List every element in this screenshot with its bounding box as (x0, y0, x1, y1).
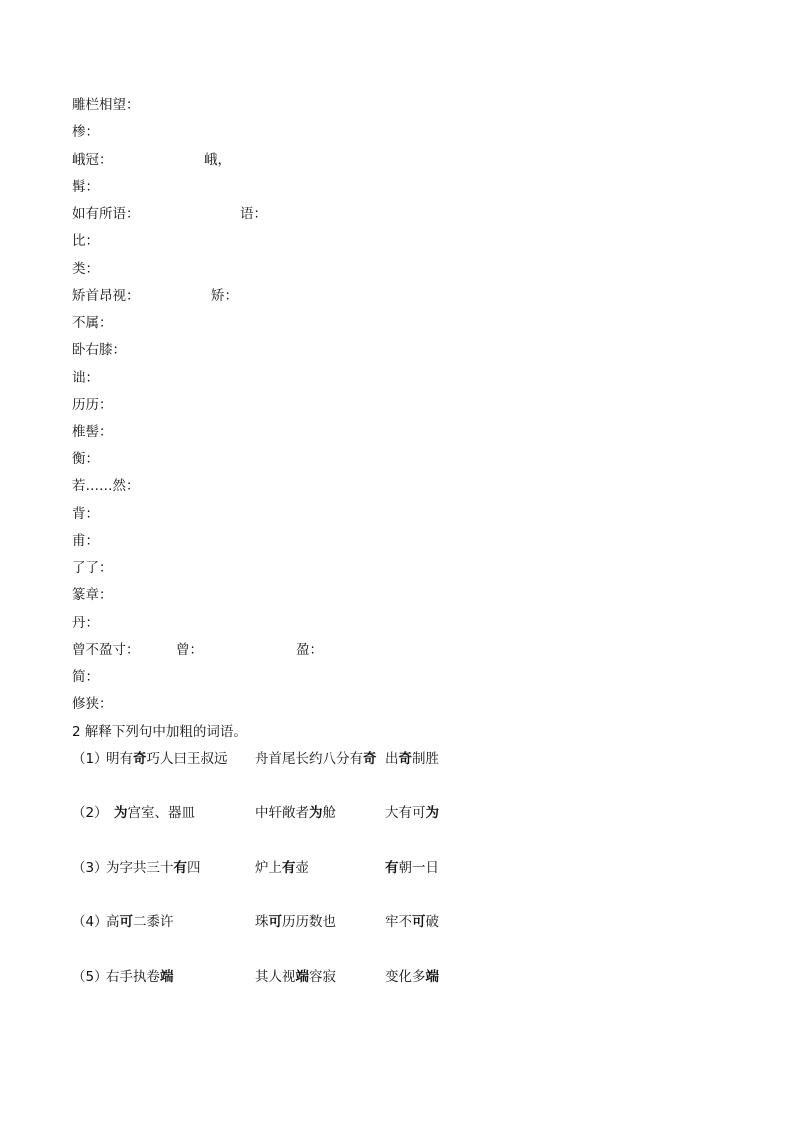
item-number: （1） (72, 751, 108, 767)
example-sentence (106, 859, 201, 877)
item-number: （3） (72, 860, 108, 876)
example-sentence (106, 750, 228, 768)
vocab-term: 篆章： (72, 587, 113, 603)
sentence-text: 二黍许 (133, 914, 174, 930)
vocab-term: 曾不盈寸： (72, 642, 140, 658)
example-sentence (385, 913, 439, 931)
vocab-subterm: 语： (240, 206, 267, 222)
vocab-term: 矫首昂视： (72, 288, 140, 304)
vocab-term: 不属： (72, 315, 113, 331)
sentence-text: 舱 (322, 805, 336, 821)
sentence-text: 朝一日 (398, 860, 439, 876)
bold-keyword: 为 (114, 805, 128, 821)
sentence-text: 珠 (255, 914, 269, 930)
vocab-term: 简： (72, 669, 99, 685)
bold-keyword: 有 (282, 860, 296, 876)
example-sentence (385, 750, 439, 768)
example-sentence (255, 913, 336, 931)
sentence-text: 中轩敞者 (255, 805, 309, 821)
vocab-line (72, 505, 99, 523)
sentence-text: 舟首尾长约八分有 (255, 751, 363, 767)
sentence-text: 炉上 (255, 860, 282, 876)
example-sentence (106, 968, 174, 986)
vocab-term: 修狭： (72, 696, 113, 712)
vocab-term: 比： (72, 233, 99, 249)
vocab-line (72, 96, 140, 114)
bold-keyword: 端 (295, 969, 309, 985)
sentence-text: 为字共三十 (106, 860, 174, 876)
vocab-line (72, 668, 99, 686)
sentence-text: 巧人曰王叔远 (146, 751, 228, 767)
vocab-line (72, 178, 99, 196)
sentence-text: 容寂 (309, 969, 336, 985)
vocab-line (72, 695, 113, 713)
vocab-term: 卧右膝： (72, 342, 126, 358)
example-sentence (255, 750, 377, 768)
vocab-term: 峨冠： (72, 152, 113, 168)
bold-keyword: 可 (119, 914, 133, 930)
bold-keyword: 可 (412, 914, 426, 930)
example-sentence (114, 804, 195, 822)
sentence-text: 右手执卷 (106, 969, 160, 985)
bold-keyword: 端 (160, 969, 174, 985)
sentence-text: 历历数也 (282, 914, 336, 930)
sentence-text: 高 (106, 914, 120, 930)
example-sentence (255, 859, 309, 877)
vocab-line (72, 314, 113, 332)
vocab-term: 若……然： (72, 478, 140, 494)
sentence-text: 变化多 (385, 969, 426, 985)
sentence-text: 破 (425, 914, 439, 930)
example-sentence (385, 968, 439, 986)
vocab-subterm: 曾： (176, 642, 203, 658)
vocab-line (72, 559, 113, 577)
vocab-subterm: 峨， (204, 152, 231, 168)
vocab-line (72, 341, 126, 359)
bold-keyword: 为 (309, 805, 323, 821)
vocab-line (72, 287, 238, 305)
vocab-subterm: 盈： (296, 642, 323, 658)
vocab-term: 了了： (72, 560, 113, 576)
vocab-term: 椎髻： (72, 424, 113, 440)
example-sentence (106, 913, 174, 931)
vocab-term: 类： (72, 261, 99, 277)
bold-keyword: 有 (173, 860, 187, 876)
bold-keyword: 可 (268, 914, 282, 930)
vocab-line (72, 614, 99, 632)
vocab-term: 如有所语： (72, 206, 140, 222)
vocab-line (72, 450, 99, 468)
vocab-line (72, 396, 113, 414)
vocab-line (72, 151, 231, 169)
bold-keyword: 奇 (363, 751, 377, 767)
section-heading (72, 723, 247, 741)
sentence-text: 宫室、器皿 (127, 805, 195, 821)
vocab-term: 雕栏相望： (72, 97, 140, 113)
bold-keyword: 奇 (133, 751, 147, 767)
vocab-line (72, 586, 113, 604)
example-sentence (385, 859, 439, 877)
vocab-line (72, 369, 99, 387)
vocab-line (72, 232, 99, 250)
vocab-line (72, 641, 323, 659)
vocab-line (72, 260, 99, 278)
vocab-term: 髯： (72, 179, 99, 195)
vocab-line (72, 532, 99, 550)
vocab-line (72, 123, 99, 141)
vocab-line (72, 423, 113, 441)
bold-keyword: 有 (385, 860, 399, 876)
sentence-text: 壶 (295, 860, 309, 876)
sentence-text: 制胜 (412, 751, 439, 767)
example-sentence (255, 804, 336, 822)
item-number: （4） (72, 914, 108, 930)
sentence-text: 牢不 (385, 914, 412, 930)
vocab-term: 背： (72, 506, 99, 522)
sentence-text: 明有 (106, 751, 133, 767)
example-sentence (255, 968, 336, 986)
bold-keyword: 奇 (398, 751, 412, 767)
example-sentence (385, 804, 439, 822)
vocab-line (72, 477, 140, 495)
bold-keyword: 端 (425, 969, 439, 985)
sentence-text: 四 (187, 860, 201, 876)
vocab-term: 诎： (72, 370, 99, 386)
sentence-text: 出 (385, 751, 399, 767)
item-number: （2） (72, 805, 108, 821)
vocab-term: 丹： (72, 615, 99, 631)
vocab-term: 椮： (72, 124, 99, 140)
sentence-text: 大有可 (385, 805, 426, 821)
section-heading-text: 2 解释下列句中加粗的词语。 (72, 724, 247, 740)
item-number: （5） (72, 969, 108, 985)
vocab-line (72, 205, 267, 223)
sentence-text: 其人视 (255, 969, 296, 985)
vocab-subterm: 矫： (211, 288, 238, 304)
vocab-term: 历历： (72, 397, 113, 413)
bold-keyword: 为 (425, 805, 439, 821)
vocab-term: 甫： (72, 533, 99, 549)
vocab-term: 衡： (72, 451, 99, 467)
